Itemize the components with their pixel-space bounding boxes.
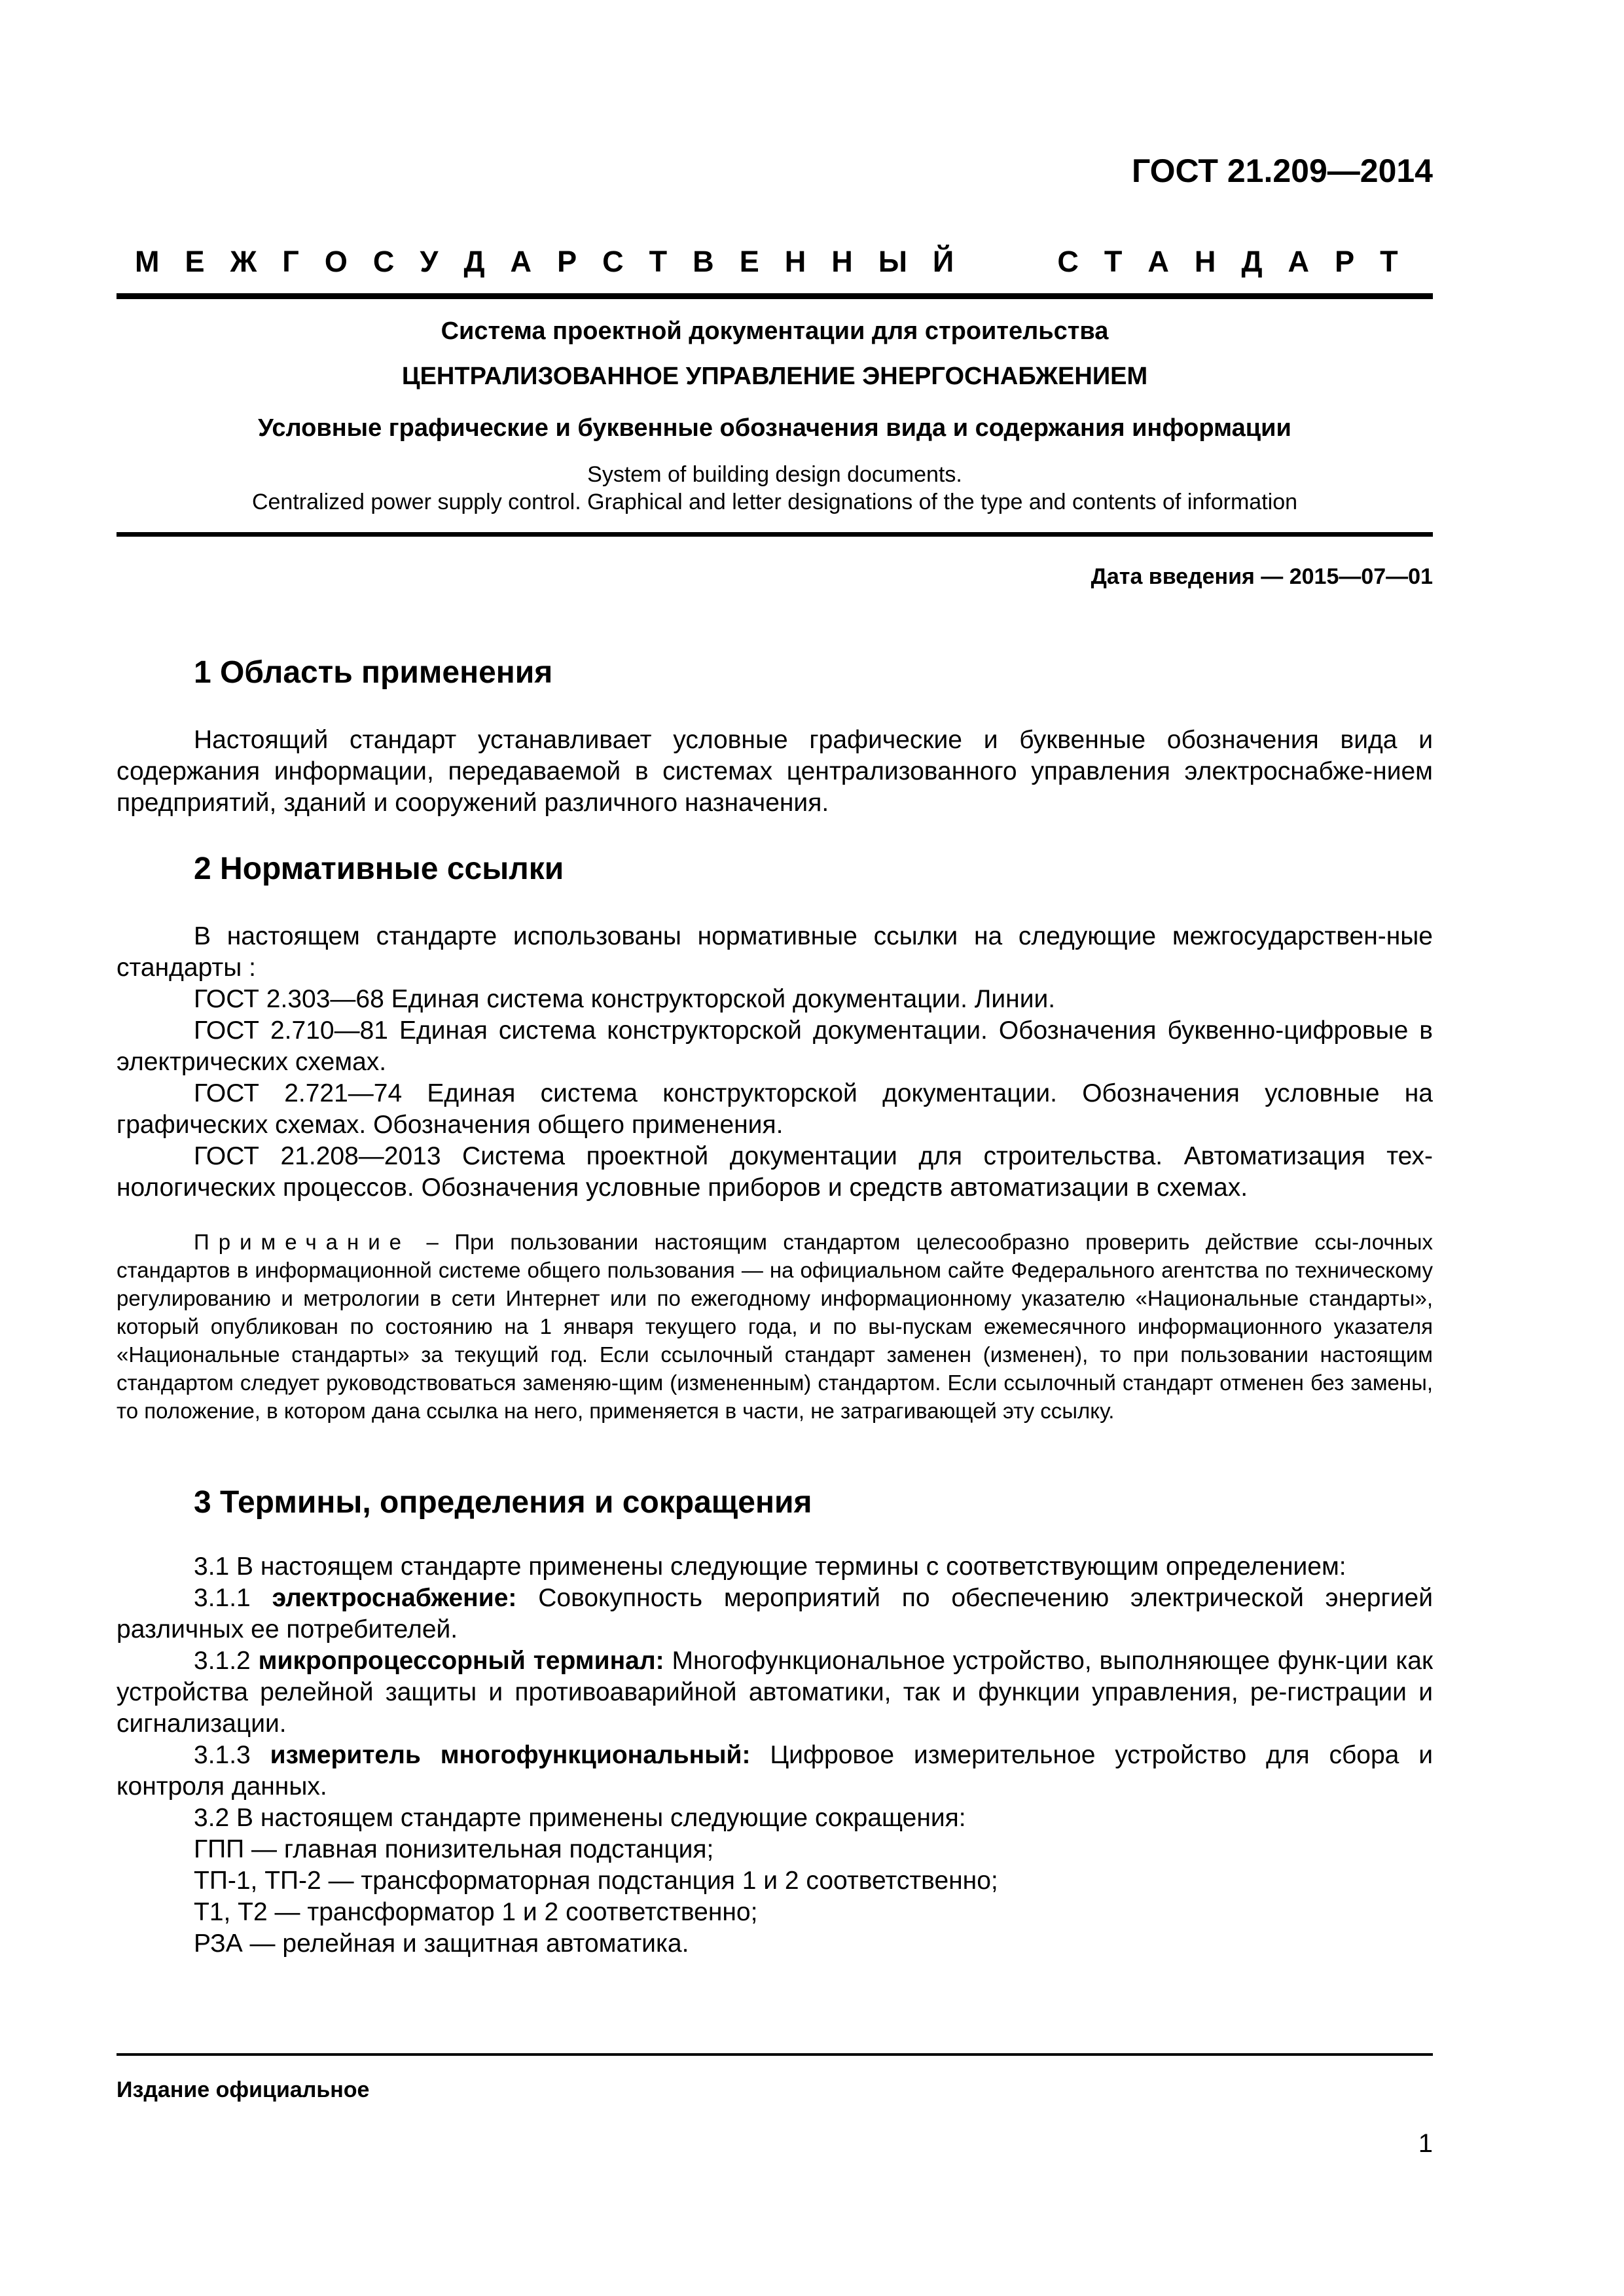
terms-intro: 3.1 В настоящем стандарте применены следующие термины с соответствующим определением: (194, 1552, 1346, 1581)
title-letter: Ж (230, 245, 257, 278)
title-letter: Е (739, 245, 759, 278)
reference-item: ГОСТ 2.710—81 Единая система конструкторской документации. Обозначения буквенно-цифровые в электрических схемах. (117, 1016, 1433, 1076)
abbreviation-item: Т1, Т2 — трансформатор 1 и 2 соответственно; (194, 1898, 758, 1926)
title-letter: С (372, 245, 395, 278)
abbreviation-item: РЗА — релейная и защитная автоматика. (194, 1929, 689, 1958)
title-letter: О (324, 245, 348, 278)
title-letter: Й (932, 245, 954, 278)
title-letter: Н (831, 245, 853, 278)
subtitle: Условные графические и буквенные обозначения вида и содержания информации (258, 414, 1291, 442)
section-1-text: Настоящий стандарт устанавливает условные графические и буквенные обозначения вида и содержания информации, передаваемой в системах централизованного управления электроснабже-нием предприятий, зданий и сооружений различного назначения. (117, 726, 1433, 817)
system-title: Система проектной документации для строительства (441, 317, 1109, 345)
interstate-standard-title (135, 245, 1398, 279)
title-letter: Н (1194, 245, 1216, 278)
title-letter: С (602, 245, 624, 278)
abbreviation-item: ТП-1, ТП-2 — трансформаторная подстанция 1 и 2 соответственно; (194, 1867, 998, 1895)
title-letter: А (1288, 245, 1310, 278)
title-letter: Ы (878, 245, 907, 278)
word-gap (979, 245, 1032, 279)
title-letter: Д (1241, 245, 1263, 278)
top-divider (117, 293, 1433, 299)
term-text: Многофункциональное устройство, выполняющее функ-ции как устройства релейной защиты и противоаварийной автоматики, так и функции управления, ре-гистрации и сигнализации. (117, 1647, 1434, 1738)
footer-divider (117, 2053, 1433, 2056)
title-letter: В (693, 245, 714, 278)
title-letter: Т (1104, 245, 1123, 278)
gost-number: ГОСТ 21.209—2014 (1131, 152, 1433, 189)
term-definition (117, 1740, 1433, 1803)
note-label: Примечание (194, 1230, 411, 1254)
note-text: – При пользовании настоящим стандартом целесообразно проверить действие ссы-лочных стандартов в информационной системе общего пользования — на официальном сайте Федерального агентства по техническому регулированию и метрологии в сети Интернет или по ежегодному информационному указателю «Национальные стандарты», который опубликован по состоянию на 1 января текущего года, и по вы-пускам ежемесячного информационного указателя «Национальные стандарты» за текущий год. Если ссылочный стандарт заменен (изменен), то при пользовании настоящим стандартом следует руководствоваться заменяю-щим (измененным) стандартом. Если ссылочный стандарт отменен без замены, то положение, в котором дана ссылка на него, применяется в части, не затрагивающей эту ссылку. (117, 1230, 1433, 1423)
page-number: 1 (1418, 2129, 1433, 2158)
title-letter: Г (282, 245, 299, 278)
reference-item: ГОСТ 21.208—2013 Система проектной документации для строительства. Автоматизация тех-нологических процессов. Обозначения условные приборов и средств автоматизации в схемах. (117, 1142, 1433, 1202)
references-note (117, 1228, 1433, 1425)
abbreviation-item: ГПП — главная понизительная подстанция; (194, 1835, 714, 1863)
term-definition (117, 1583, 1433, 1645)
term-text: Цифровое измерительное устройство для сбора и контроля данных. (117, 1741, 1434, 1801)
term-name: измеритель многофункциональный: (270, 1741, 751, 1769)
term-text: Совокупность мероприятий по обеспечению электрической энергией различных ее потребителей. (117, 1584, 1433, 1643)
term-number: 3.1.1 (194, 1584, 272, 1612)
english-title-line2: Centralized power supply control. Graphical and letter designations of the type and contents of information (251, 490, 1298, 514)
title-letter: Т (1380, 245, 1398, 278)
title-letter: А (1147, 245, 1169, 278)
reference-item: ГОСТ 2.721—74 Единая система конструкторской документации. Обозначения условные на графических схемах. Обозначения общего применения. (117, 1079, 1433, 1139)
section-1-heading: 1 Область применения (194, 655, 553, 690)
title-divider (117, 532, 1433, 537)
title-letter: Е (185, 245, 205, 278)
abbreviations-intro: 3.2 В настоящем стандарте применены следующие сокращения: (194, 1804, 966, 1832)
section-2-intro: В настоящем стандарте использованы нормативные ссылки на следующие межгосударствен-ные стандарты : (117, 922, 1433, 982)
title-letter: Р (557, 245, 577, 278)
term-definition (117, 1645, 1433, 1740)
title-letter: Т (649, 245, 668, 278)
title-letter: С (1057, 245, 1079, 278)
title-letter: Р (1335, 245, 1355, 278)
term-number: 3.1.3 (194, 1741, 270, 1769)
normative-references-list (117, 984, 1433, 1204)
title-letter: Д (463, 245, 485, 278)
english-title-line1: System of building design documents. (587, 462, 962, 487)
section-2-heading: 2 Нормативные ссылки (194, 852, 564, 886)
official-edition-label: Издание официальное (117, 2077, 370, 2102)
section-3-heading: 3 Термины, определения и сокращения (194, 1485, 812, 1520)
reference-item: ГОСТ 2.303—68 Единая система конструкторской документации. Линии. (194, 985, 1056, 1013)
terms-block (117, 1551, 1433, 1960)
term-name: электроснабжение: (272, 1584, 517, 1612)
main-title: ЦЕНТРАЛИЗОВАННОЕ УПРАВЛЕНИЕ ЭНЕРГОСНАБЖЕНИЕМ (401, 363, 1148, 390)
title-letter: М (135, 245, 160, 278)
title-letter: У (420, 245, 439, 278)
introduction-date: Дата введения — 2015—07—01 (1091, 564, 1433, 589)
title-letter: Н (784, 245, 806, 278)
term-number: 3.1.2 (194, 1647, 259, 1675)
title-letter: А (510, 245, 532, 278)
term-name: микропроцессорный терминал: (258, 1647, 664, 1675)
